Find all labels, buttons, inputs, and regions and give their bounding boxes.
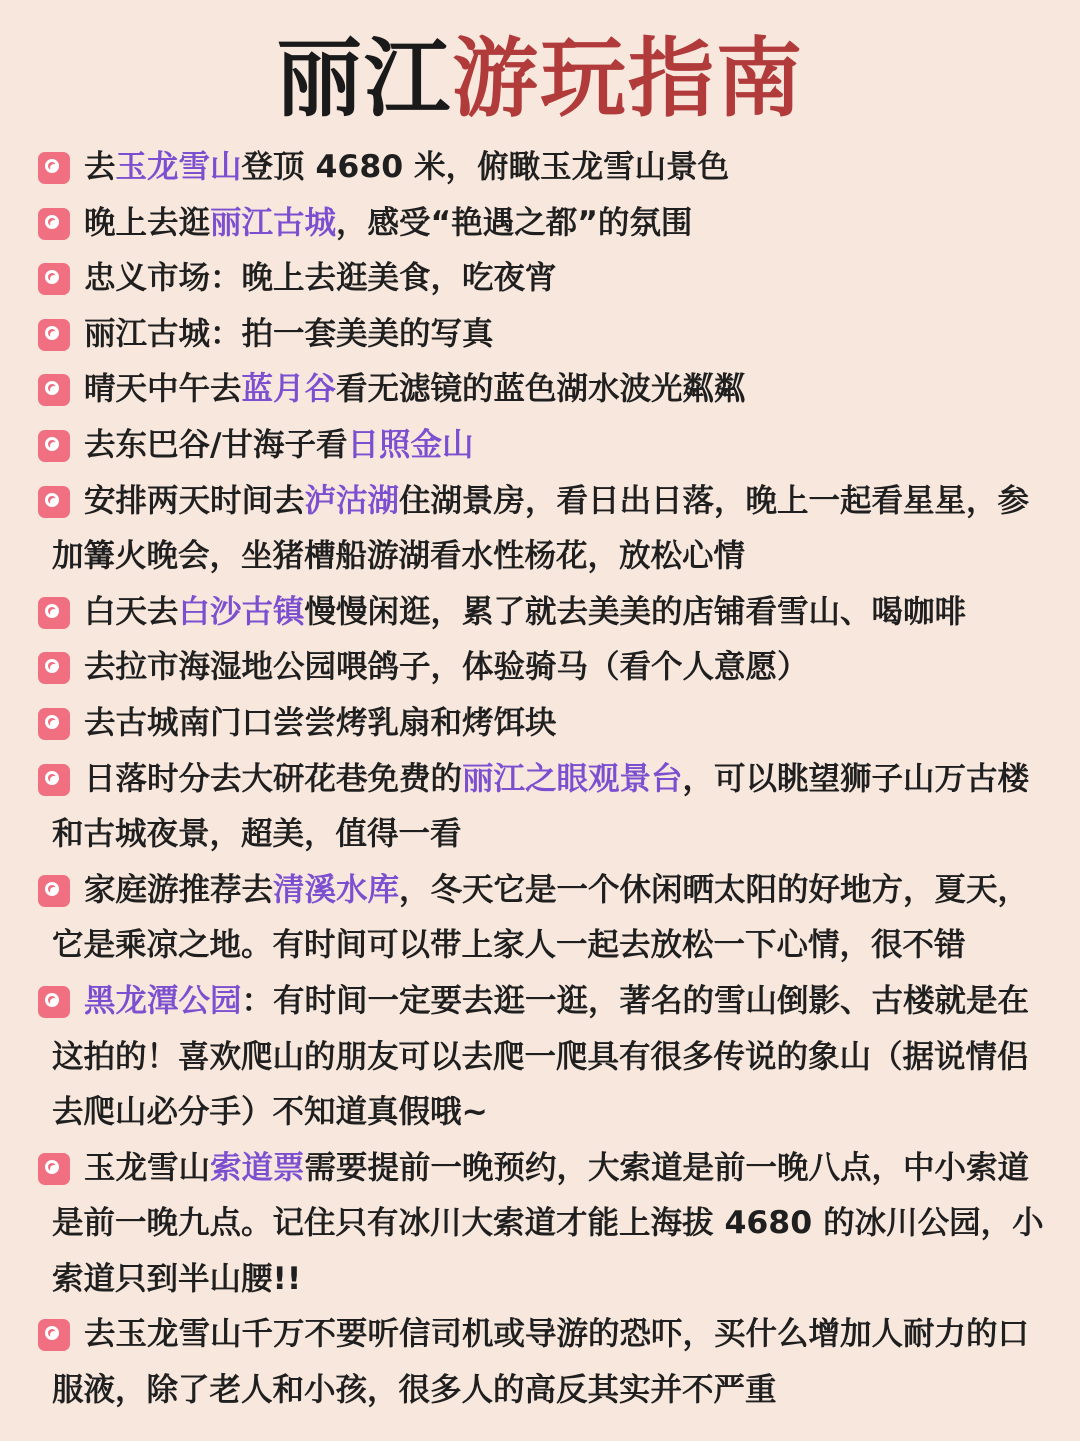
target-bullet-icon bbox=[38, 875, 70, 907]
list-item: 去拉市海湿地公园喂鸽子，体验骑马（看个人意愿） bbox=[52, 640, 1052, 696]
list-item: 晚上去逛丽江古城，感受“艳遇之都”的氛围 bbox=[52, 196, 1052, 252]
list-item: 去古城南门口尝尝烤乳扇和烤饵块 bbox=[52, 696, 1052, 752]
highlight-text: 丽江古城 bbox=[210, 204, 337, 241]
highlight-text: 泸沽湖 bbox=[304, 482, 400, 519]
target-bullet-icon bbox=[38, 1153, 70, 1185]
target-bullet-icon bbox=[38, 374, 70, 406]
highlight-text: 蓝月谷 bbox=[241, 371, 337, 408]
page-title bbox=[0, 24, 1080, 134]
target-bullet-icon bbox=[38, 652, 70, 684]
target-bullet-icon bbox=[38, 764, 70, 796]
highlight-text: 玉龙雪山 bbox=[115, 149, 242, 185]
target-bullet-icon bbox=[38, 708, 70, 740]
list-item: 晴天中午去蓝月谷看无滤镜的蓝色湖水波光粼粼 bbox=[52, 362, 1052, 418]
list-item: 黑龙潭公园：有时间一定要去逛一逛，著名的雪山倒影、古楼就是在这拍的！喜欢爬山的朋友可以去爬一爬具有很多传说的象山（据说情侣去爬山必分手）不知道真假哦~ bbox=[52, 974, 1052, 1141]
tips-list bbox=[52, 140, 1052, 1419]
highlight-text: 清溪水库 bbox=[273, 871, 400, 908]
target-bullet-icon bbox=[38, 263, 70, 295]
list-item: 安排两天时间去泸沽湖住湖景房，看日出日落，晚上一起看星星，参加篝火晚会，坐猪槽船游湖看水性杨花，放松心情 bbox=[52, 474, 1052, 585]
target-bullet-icon bbox=[38, 986, 70, 1018]
target-bullet-icon bbox=[38, 430, 70, 462]
highlight-text: 白沙古镇 bbox=[178, 593, 305, 630]
target-bullet-icon bbox=[38, 597, 70, 629]
target-bullet-icon bbox=[38, 486, 70, 518]
highlight-text: 索道票 bbox=[210, 1149, 305, 1186]
title-accent-part: 游玩指南 bbox=[452, 29, 804, 129]
list-item: 玉龙雪山索道票需要提前一晚预约，大索道是前一晚八点，中小索道是前一晚九点。记住只有冰川大索道才能上海拔 4680 的冰川公园，小索道只到半山腰!! bbox=[52, 1141, 1052, 1308]
list-item: 丽江古城：拍一套美美的写真 bbox=[52, 307, 1052, 363]
target-bullet-icon bbox=[38, 1319, 70, 1351]
target-bullet-icon bbox=[38, 152, 70, 184]
highlight-text: 黑龙潭公园 bbox=[84, 982, 242, 1019]
highlight-text: 丽江之眼观景台 bbox=[462, 760, 683, 797]
list-item: 忠义市场：晚上去逛美食，吃夜宵 bbox=[52, 251, 1052, 307]
target-bullet-icon bbox=[38, 208, 70, 240]
list-item: 家庭游推荐去清溪水库，冬天它是一个休闲晒太阳的好地方，夏天，它是乘凉之地。有时间可以带上家人一起去放松一下心情，很不错 bbox=[52, 863, 1052, 974]
list-item: 去东巴谷/甘海子看日照金山 bbox=[52, 418, 1052, 474]
highlight-text: 日照金山 bbox=[347, 426, 474, 463]
title-dark-part: 丽江 bbox=[276, 29, 452, 129]
list-item: 去玉龙雪山登顶 4680 米，俯瞰玉龙雪山景色 bbox=[52, 140, 1052, 196]
list-item: 日落时分去大研花巷免费的丽江之眼观景台，可以眺望狮子山万古楼和古城夜景，超美，值得一看 bbox=[52, 752, 1052, 863]
target-bullet-icon bbox=[38, 319, 70, 351]
list-item: 白天去白沙古镇慢慢闲逛，累了就去美美的店铺看雪山、喝咖啡 bbox=[52, 585, 1052, 641]
list-item: 去玉龙雪山千万不要听信司机或导游的恐吓，买什么增加人耐力的口服液，除了老人和小孩，很多人的高反其实并不严重 bbox=[52, 1307, 1052, 1418]
